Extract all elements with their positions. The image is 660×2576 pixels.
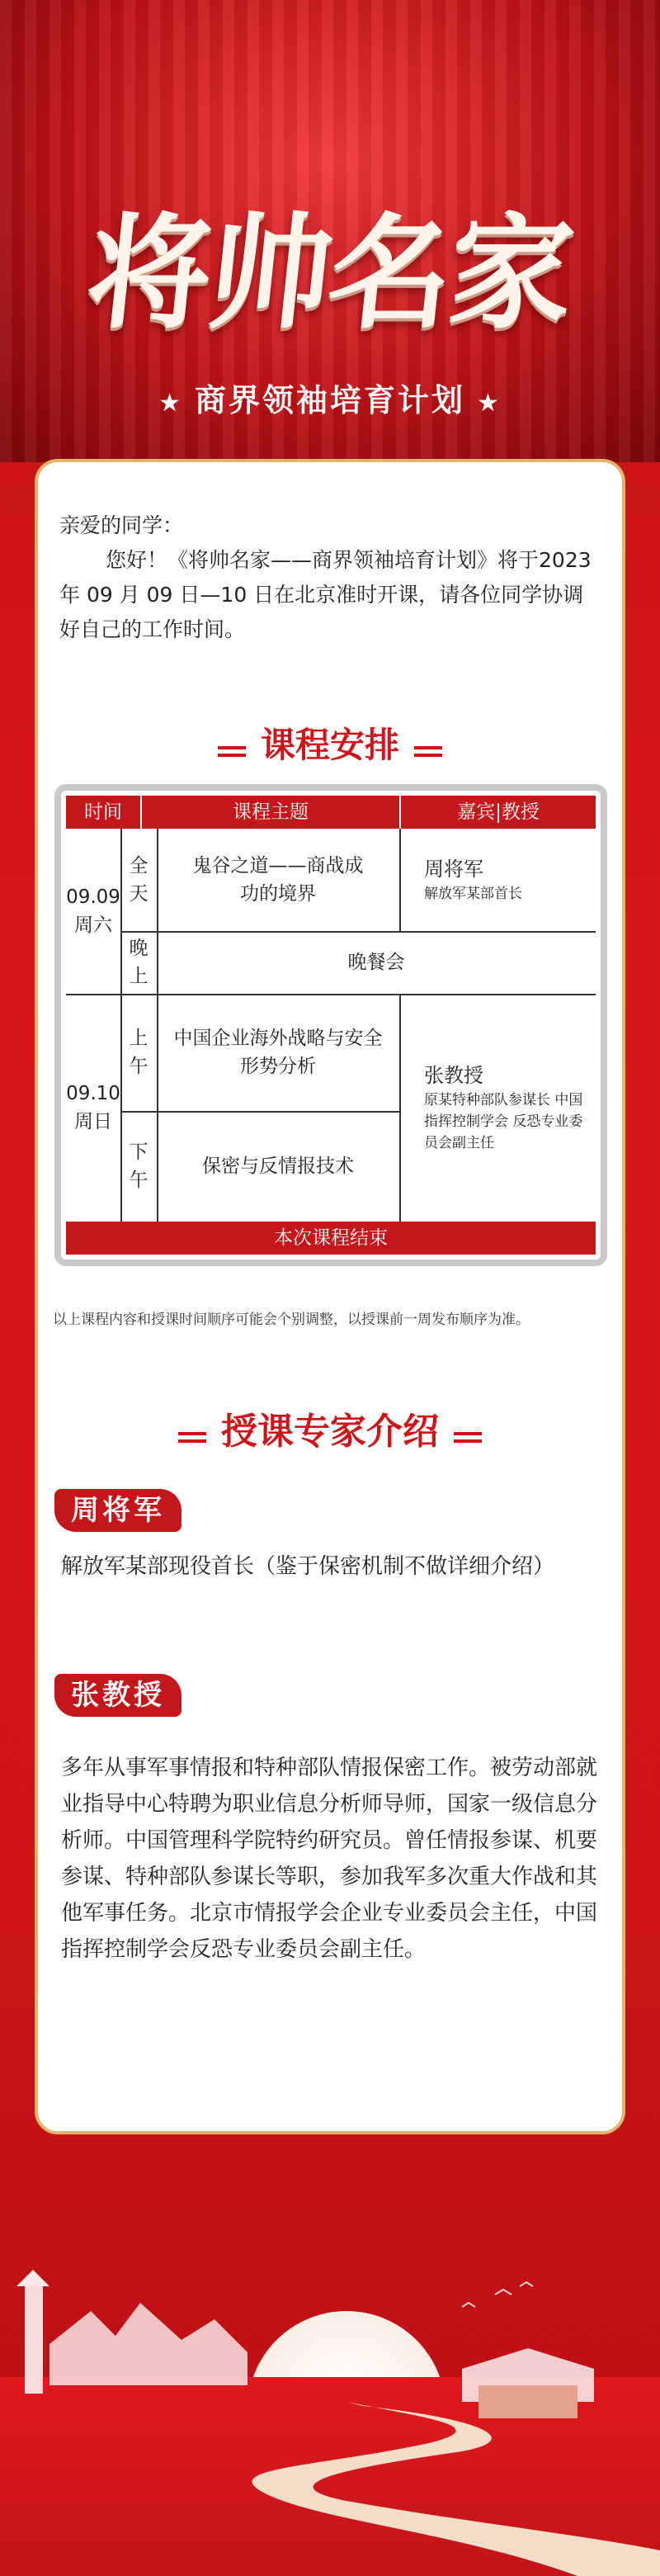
table-footer: 本次课程结束 <box>66 1222 596 1255</box>
expert2-bio: 多年从事军事情报和特种部队情报保密工作。被劳动部就业指导中心特聘为职业信息分析师导师，国家一级信息分析师。中国管理科学院特约研究员。曾任情报参谋、机要参谋、特种部队参谋长等职，参加我军多次重大作战和其他军事任务。北京市情报学会企业专业委员会主任，中国指挥控制学会反恐专业委员会副主任。 <box>61 1756 598 1962</box>
title-decoration <box>178 1432 206 1435</box>
day2-topic2: 保密与反情报技术 <box>202 1156 354 1177</box>
day2-slot1: 上午 <box>129 1028 148 1077</box>
header-guest: 嘉宾|教授 <box>457 801 540 823</box>
grid-line <box>399 829 401 931</box>
header-time: 时间 <box>84 801 122 823</box>
title-decoration <box>454 1432 482 1435</box>
schedule-table-frame <box>54 784 607 1266</box>
content-card <box>35 459 625 2134</box>
title-decoration <box>414 746 442 749</box>
expert1-bio: 解放军某部现役首长（鉴于保密机制不做详细介绍） <box>61 1554 555 1579</box>
star-icon: ★ <box>158 389 183 418</box>
day2-date: 09.10 <box>66 1083 120 1104</box>
greeting-body: 您好！《将帅名家——商界领袖培育计划》将于2023 年 09 月 09 日—10 日在北京准时开课，请各位同学协调好自己的工作时间。 <box>59 548 592 641</box>
grid-line <box>120 829 122 1222</box>
day2-slot2: 下午 <box>129 1141 148 1191</box>
day2-guest-name: 张教授 <box>424 1064 483 1087</box>
day1-topic1: 鬼谷之道——商战成功的境界 <box>192 855 364 905</box>
day2-guest-cell <box>399 994 596 1222</box>
day2-weekday: 周日 <box>74 1111 112 1132</box>
hero-subtitle-row <box>0 375 660 420</box>
day1-slot1: 全天 <box>129 855 148 905</box>
schedule-section-title: 课程安排 <box>38 718 622 768</box>
hero-subtitle: 商界领袖培育计划 <box>194 382 465 418</box>
grid-line <box>120 1111 399 1113</box>
hero-banner <box>0 0 660 462</box>
day1-slot2: 晚上 <box>129 938 148 987</box>
day1-weekday: 周六 <box>74 915 112 936</box>
grid-line <box>66 994 596 995</box>
day1-guest-note: 解放军某部首长 <box>424 886 522 902</box>
title-decoration <box>218 746 246 749</box>
day1-guest-name: 周将军 <box>424 858 483 881</box>
grid-line <box>399 994 401 1222</box>
header-topic: 课程主题 <box>233 801 309 823</box>
day1-date-cell <box>66 829 120 994</box>
day2-date-cell <box>66 994 120 1222</box>
day2-topic1: 中国企业海外战略与安全形势分析 <box>173 1028 383 1077</box>
hero-title: 将帅名家 <box>80 201 578 346</box>
star-icon: ★ <box>477 389 502 418</box>
greeting-block <box>59 508 604 647</box>
day1-topic2: 晚餐会 <box>347 952 405 973</box>
day1-guest-cell <box>399 829 596 931</box>
day2-guest-note: 原某特种部队参谋长 中国指挥控制学会 反恐专业委员会副主任 <box>424 1092 583 1151</box>
grid-line <box>120 931 596 933</box>
expert2-name-badge: 张教授 <box>54 1674 182 1717</box>
expert1-name-badge: 周将军 <box>54 1489 182 1532</box>
greeting-salutation: 亲爱的同学： <box>59 513 184 537</box>
schedule-table <box>66 796 596 1255</box>
grid-line <box>157 829 158 1222</box>
schedule-note: 以上课程内容和授课时间顺序可能会个别调整，以授课前一周发布顺序为准。 <box>53 1312 530 1328</box>
landmark-illustration <box>0 2196 660 2576</box>
table-header <box>66 796 596 829</box>
bottom-illustration <box>0 2196 660 2576</box>
experts-section-title: 授课专家介绍 <box>38 1401 622 1454</box>
day1-date: 09.09 <box>66 886 120 908</box>
